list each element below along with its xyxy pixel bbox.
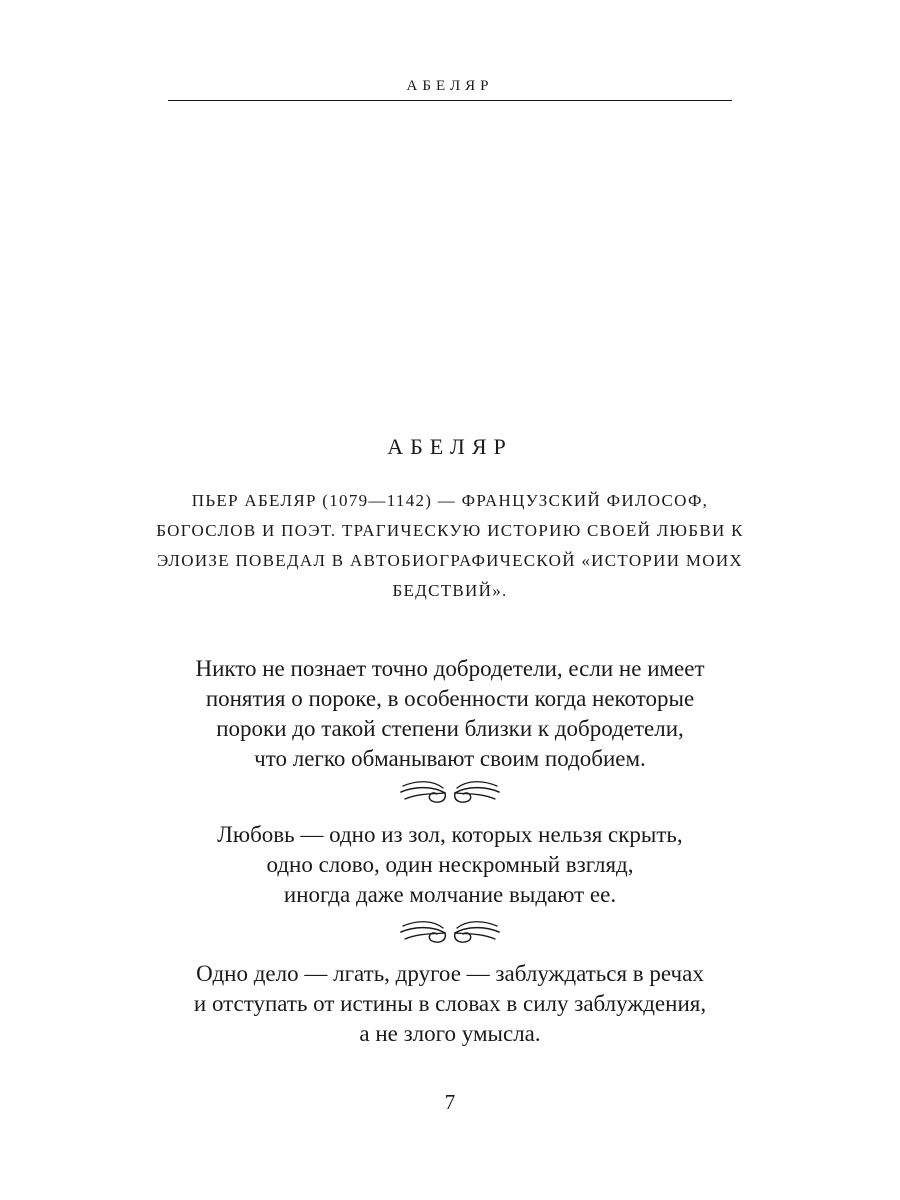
running-head: АБЕЛЯР xyxy=(406,78,494,94)
flourish-divider-icon xyxy=(399,917,501,947)
header-rule xyxy=(168,100,732,101)
quote-3: Одно дело — лгать, другое — заблуждаться в речах и отступать от истины в словах в силу заблуждения, а не злого умысла. xyxy=(193,961,707,1046)
flourish-divider-icon xyxy=(399,777,501,807)
page-number: 7 xyxy=(444,1090,456,1114)
section-title: АБЕЛЯР xyxy=(387,434,513,459)
quote-1: Никто не познает точно добродетели, если не имеет понятия о пороке, в особенности когда некоторые пороки до такой степени близки к добродетели, что легко обманывают своим подобием. xyxy=(195,656,705,771)
author-bio: ПЬЕР АБЕЛЯР (1079—1142) — ФРАНЦУЗСКИЙ ФИЛОСОФ, БОГОСЛОВ И ПОЭТ. ТРАГИЧЕСКУЮ ИСТОРИЮ СВОЕЙ ЛЮБВИ К ЭЛОИЗЕ ПОВЕДАЛ В АВТОБИОГРАФИЧЕСКОЙ «ИСТОРИИ МОИХ БЕДСТВИЙ». xyxy=(156,491,744,600)
quote-2: Любовь — одно из зол, которых нельзя скрыть, одно слово, один нескромный взгляд, иногда даже молчание выдают ее. xyxy=(217,822,683,907)
